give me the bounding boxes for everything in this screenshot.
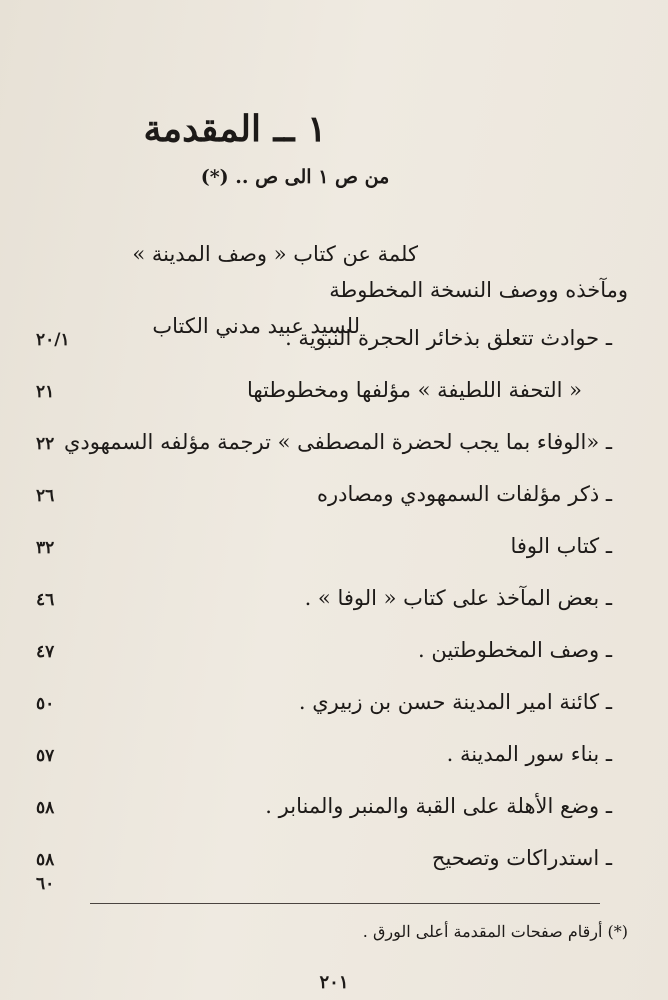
toc-entry: ـ حوادث تتعلق بذخائر الحجرة النبوية .: [285, 326, 612, 350]
toc-row: [0, 534, 668, 574]
toc-entry: ـ «الوفاء بما يجب لحضرة المصطفى » ترجمة مؤلفه السمهودي: [63, 430, 612, 454]
page-number: ٢٠١: [319, 972, 349, 993]
toc-page-number: ٦٠: [36, 874, 55, 894]
toc-row: [0, 586, 668, 626]
toc-row: [0, 326, 668, 366]
intro-line: كلمة عن كتاب « وصف المدينة »: [132, 242, 418, 266]
toc-page-number: ٥٨: [36, 798, 55, 818]
toc-entry: ـ كائنة امير المدينة حسن بن زبيري .: [298, 690, 612, 714]
toc-row: [0, 378, 668, 418]
toc-page-number: ٥٧: [36, 746, 55, 766]
toc-page-number: ٤٧: [36, 642, 55, 662]
toc-entry: ـ كتاب الوفا: [510, 534, 612, 558]
toc-page-number: ٣٢: [36, 538, 55, 558]
toc-row: [0, 430, 668, 470]
toc-page-number: ٤٦: [36, 590, 55, 610]
chapter-title: ١ ــ المقدمة: [143, 108, 327, 150]
intro-line: ومآخذه ووصف النسخة المخطوطة: [329, 278, 628, 302]
toc-row: [0, 794, 668, 834]
toc-row: [0, 690, 668, 730]
toc-row: [0, 482, 668, 522]
toc-page-number: ٢٦: [36, 486, 55, 506]
toc-page-number: ٥٨: [36, 850, 55, 870]
toc-entry: ـ ذكر مؤلفات السمهودي ومصادره: [317, 482, 612, 506]
toc-entry: « التحفة اللطيفة » مؤلفها ومخطوطتها: [246, 378, 582, 402]
toc-row: [0, 638, 668, 678]
toc-row: [0, 742, 668, 782]
toc-entry: ـ استدراكات وتصحيح: [431, 846, 612, 870]
toc-page-number: ٢١: [36, 382, 55, 402]
toc-entry: ـ بعض المآخذ على كتاب « الوفا » .: [304, 586, 612, 610]
toc-entry: ـ بناء سور المدينة .: [446, 742, 612, 766]
toc-entry: ـ وصف المخطوطتين .: [418, 638, 612, 662]
page-range: من ص ١ الى ص .. (*): [200, 166, 390, 188]
toc-entry: ـ وضع الأهلة على القبة والمنبر والمنابر .: [265, 794, 612, 818]
footnote-divider: [90, 903, 600, 904]
footnote: (*) أرقام صفحات المقدمة أعلى الورق .: [362, 922, 628, 941]
toc-page-number: ٢٢: [36, 434, 55, 454]
toc-page-number: ٥٠: [36, 694, 55, 714]
toc-row: [0, 870, 668, 910]
toc-page-number: ٢٠/١: [36, 330, 70, 350]
intro-line: للسيد عبيد مدني الكتاب: [152, 314, 360, 338]
